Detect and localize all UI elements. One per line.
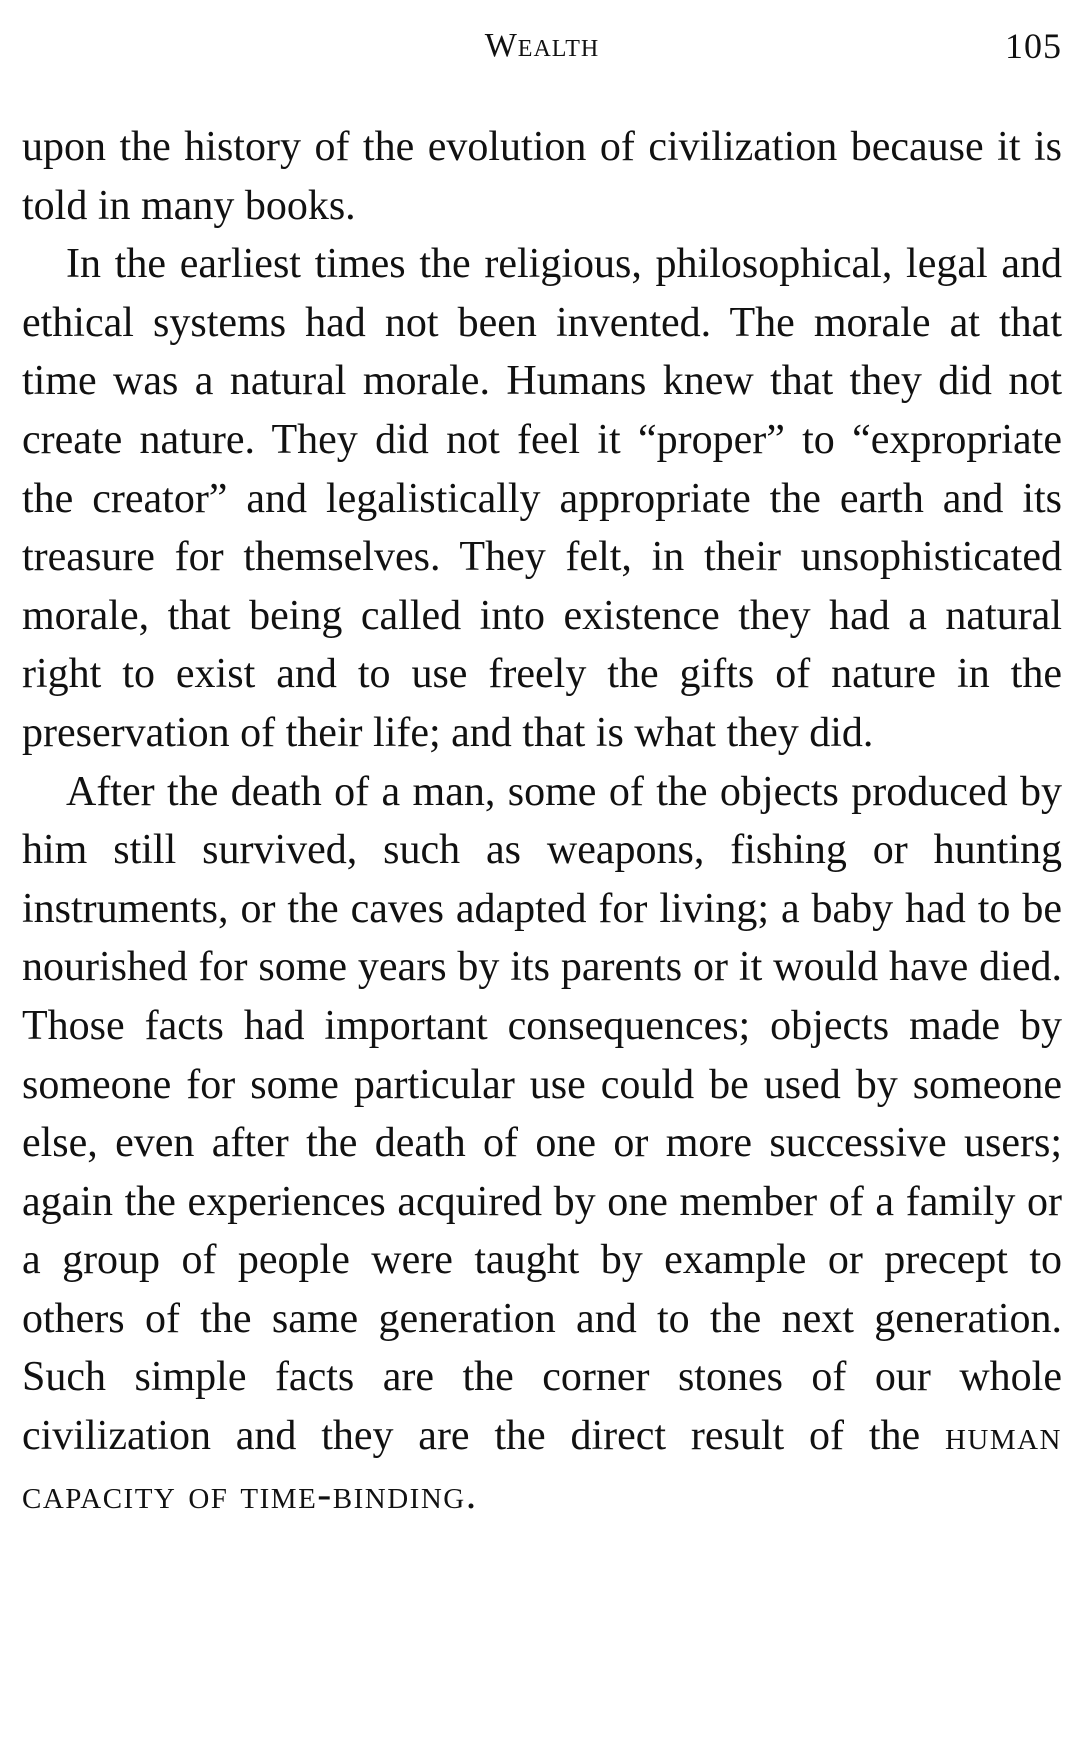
- running-head: Wealth: [484, 27, 600, 64]
- paragraph-after-death: [22, 763, 1062, 1525]
- paragraph-text: After the death of a man, some of the objects produced by him still survived, such as weapons, fishing or hunting instruments, or the caves adapted for living; a baby had to be nourished for some years by its parents or it would have died. Those facts had important consequences; objects made by someone for some particular use could be used by someone else, even after the death of one or more successive users; again the experiences acquired by one member of a family or a group of people were taught by example or precept to others of the same generation and to the next generation. Such simple facts are the corner stones of our whole civilization and they are the direct result of the: [22, 768, 1062, 1460]
- book-page: [22, 18, 1062, 1524]
- body-text: [22, 118, 1062, 1524]
- emphasized-phrase: human capacity of time-binding: [22, 1413, 1062, 1518]
- paragraph-earliest-times: [22, 235, 1062, 762]
- paragraph-continuation: [22, 118, 1062, 235]
- page-header: [22, 18, 1062, 74]
- paragraph-text: upon the history of the evolution of civilization because it is told in many books.: [22, 124, 1062, 229]
- paragraph-text: In the earliest times the religious, philosophical, legal and ethical systems had not been invented. The morale at that time was a natural morale. Humans knew that they did not create nature. They did not feel it “proper” to “expropriate the creator” and legalistically appropriate the earth and its treasure for themselves. They felt, in their unsophisticated morale, that being called into existence they had a natural right to exist and to use freely the gifts of nature in the preservation of their life; and that is what they did.: [22, 241, 1062, 756]
- paragraph-end-punctuation: .: [465, 1471, 477, 1518]
- page-number: 105: [1005, 26, 1062, 66]
